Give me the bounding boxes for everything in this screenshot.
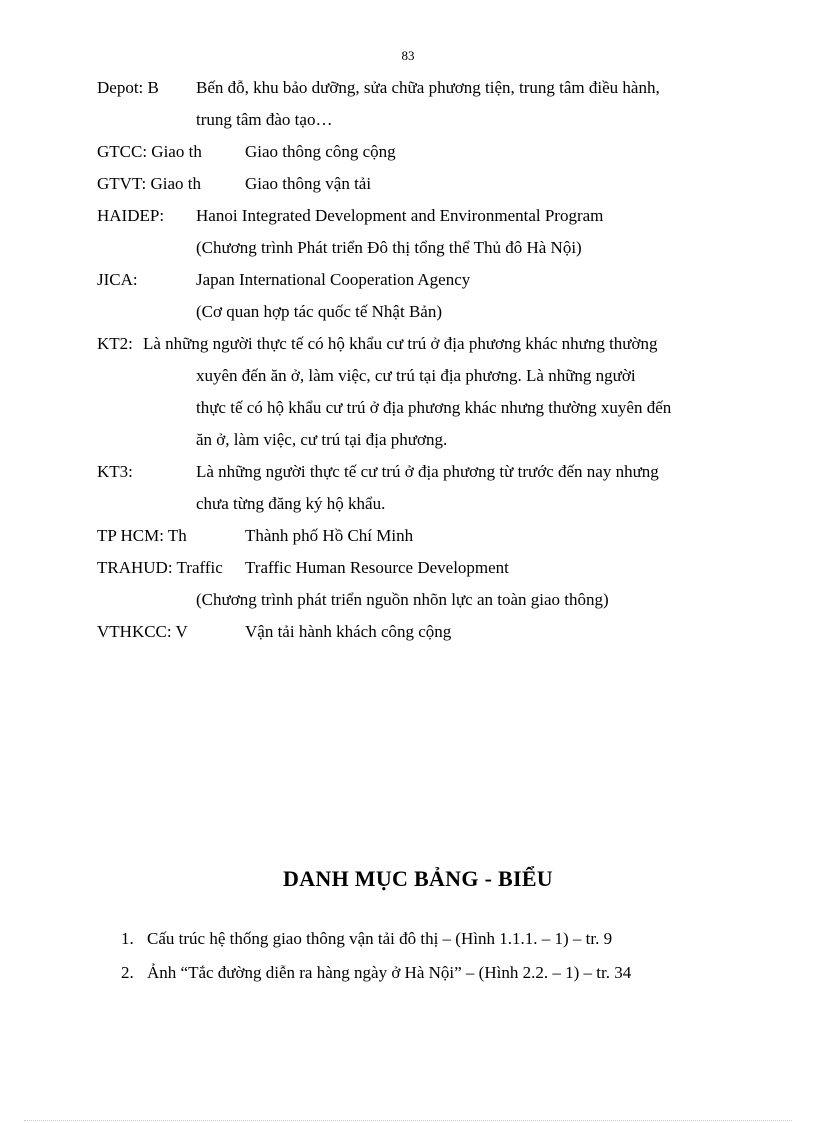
abbreviation-term: HAIDEP: bbox=[97, 206, 165, 225]
abbreviation-term: KT3: bbox=[97, 462, 133, 481]
abbreviation-entry bbox=[97, 616, 747, 648]
abbreviation-entry bbox=[97, 200, 747, 264]
abbreviation-line bbox=[97, 136, 747, 168]
abbreviation-definition-continued: (Cơ quan hợp tác quốc tế Nhật Bản) bbox=[196, 302, 442, 321]
abbreviation-entry bbox=[97, 456, 747, 520]
abbreviation-entry bbox=[97, 136, 747, 168]
abbreviation-entry bbox=[97, 168, 747, 200]
abbreviation-definition: Hanoi Integrated Development and Environmental Program bbox=[196, 206, 604, 225]
abbreviation-definition: Traffic Human Resource Development bbox=[245, 558, 509, 577]
abbreviation-line bbox=[97, 72, 747, 104]
abbreviation-term: KT2: bbox=[97, 334, 133, 353]
abbreviation-line bbox=[97, 584, 747, 616]
page-number: 83 bbox=[401, 48, 415, 63]
abbreviation-entry bbox=[97, 520, 747, 552]
figure-number: 2. bbox=[121, 963, 134, 982]
abbreviation-list bbox=[97, 72, 747, 648]
abbreviation-term: Depot: B bbox=[97, 78, 159, 97]
figure-list-item bbox=[121, 956, 761, 990]
abbreviation-line bbox=[97, 104, 747, 136]
figure-list bbox=[121, 922, 761, 990]
section-title: DANH MỤC BẢNG - BIỂU bbox=[283, 866, 553, 891]
abbreviation-entry bbox=[97, 72, 747, 136]
abbreviation-definition-continued: chưa từng đăng ký hộ khẩu. bbox=[196, 494, 386, 513]
abbreviation-line bbox=[97, 328, 747, 360]
abbreviation-line bbox=[97, 200, 747, 232]
abbreviation-entry bbox=[97, 328, 747, 456]
figure-list-item bbox=[121, 922, 761, 956]
abbreviation-definition-continued: (Chương trình phát triển nguồn nhõn lực an toàn giao thông) bbox=[196, 590, 609, 609]
abbreviation-line bbox=[97, 232, 747, 264]
abbreviation-definition: Japan International Cooperation Agency bbox=[196, 270, 471, 289]
figure-caption: Ảnh “Tắc đường diễn ra hàng ngày ở Hà Nội” – (Hình 2.2. – 1) – tr. 34 bbox=[147, 963, 632, 982]
abbreviation-definition-continued: (Chương trình Phát triển Đô thị tổng thể Thủ đô Hà Nội) bbox=[196, 238, 582, 257]
abbreviation-line bbox=[97, 168, 747, 200]
abbreviation-definition: Bến đỗ, khu bảo dưỡng, sửa chữa phương tiện, trung tâm điều hành, bbox=[196, 78, 660, 97]
abbreviation-definition: Thành phố Hồ Chí Minh bbox=[245, 526, 414, 545]
abbreviation-term: TRAHUD: Traffic bbox=[97, 558, 223, 577]
abbreviation-line bbox=[97, 456, 747, 488]
abbreviation-term: VTHKCC: V bbox=[97, 622, 188, 641]
figure-caption: Cấu trúc hệ thống giao thông vận tải đô thị – (Hình 1.1.1. – 1) – tr. 9 bbox=[147, 929, 613, 948]
abbreviation-definition: Vận tải hành khách công cộng bbox=[245, 622, 452, 641]
abbreviation-definition-continued: trung tâm đào tạo… bbox=[196, 110, 333, 129]
abbreviation-line bbox=[97, 296, 747, 328]
abbreviation-definition-continued: thực tế có hộ khẩu cư trú ở địa phương khác nhưng thường xuyên đến bbox=[196, 398, 672, 417]
abbreviation-entry bbox=[97, 264, 747, 328]
abbreviation-entry bbox=[97, 552, 747, 616]
abbreviation-line bbox=[97, 264, 747, 296]
abbreviation-line bbox=[97, 488, 747, 520]
abbreviation-line bbox=[97, 520, 747, 552]
abbreviation-term: GTVT: Giao th bbox=[97, 174, 201, 193]
page-bottom-rule bbox=[24, 1120, 792, 1121]
abbreviation-definition: Giao thông vận tải bbox=[245, 174, 372, 193]
abbreviation-line bbox=[97, 552, 747, 584]
abbreviation-definition: Là những người thực tế có hộ khẩu cư trú ở địa phương khác nhưng thường bbox=[143, 334, 658, 353]
abbreviation-line bbox=[97, 360, 747, 392]
abbreviation-line bbox=[97, 392, 747, 424]
abbreviation-term: TP HCM: Th bbox=[97, 526, 187, 545]
abbreviation-term: GTCC: Giao th bbox=[97, 142, 202, 161]
abbreviation-definition-continued: xuyên đến ăn ở, làm việc, cư trú tại địa phương. Là những người bbox=[196, 366, 636, 385]
abbreviation-line bbox=[97, 616, 747, 648]
abbreviation-definition: Giao thông công cộng bbox=[245, 142, 396, 161]
figure-number: 1. bbox=[121, 929, 134, 948]
abbreviation-term: JICA: bbox=[97, 270, 138, 289]
abbreviation-definition-continued: ăn ở, làm việc, cư trú tại địa phương. bbox=[196, 430, 448, 449]
abbreviation-line bbox=[97, 424, 747, 456]
abbreviation-definition: Là những người thực tế cư trú ở địa phương từ trước đến nay nhưng bbox=[196, 462, 659, 481]
